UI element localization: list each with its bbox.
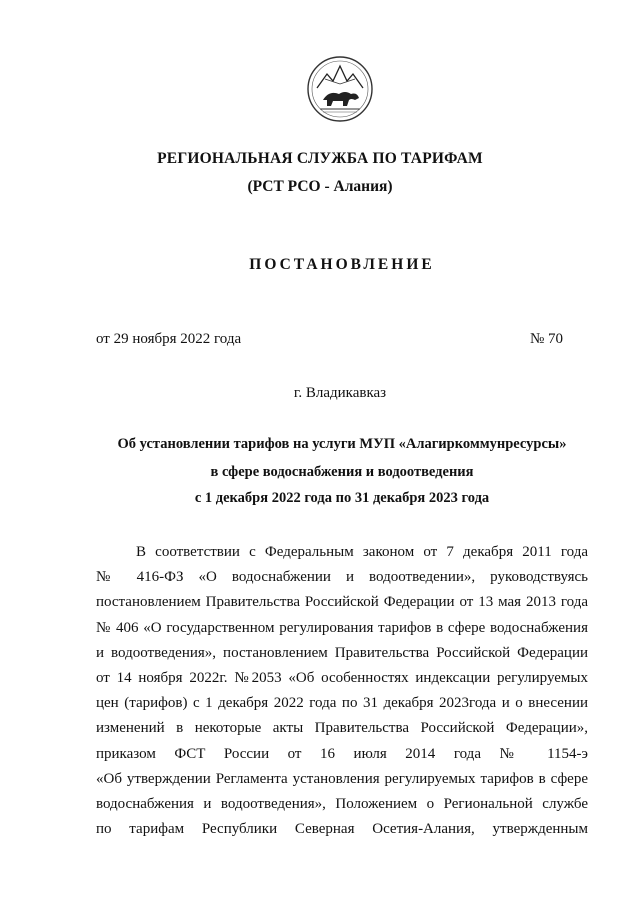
body-line: № 406 «О государственном регулирования тарифов в сфере водоснабжения xyxy=(96,619,588,636)
document-body xyxy=(96,540,588,842)
body-line: приказом ФСТ России от 16 июля 2014 года № 1154-э xyxy=(96,745,588,762)
org-name: РЕГИОНАЛЬНАЯ СЛУЖБА ПО ТАРИФАМ xyxy=(157,150,483,167)
coat-of-arms-icon xyxy=(305,54,375,124)
body-line: изменений в некоторые акты Правительства Российской Федерации», xyxy=(96,720,588,737)
body-line: по тарифам Республики Северная Осетия-Алания, утвержденным xyxy=(96,821,588,838)
body-line: цен (тарифов) с 1 декабря 2022 года по 31 декабря 2023года и о внесении xyxy=(96,695,588,712)
document-type: ПОСТАНОВЛЕНИЕ xyxy=(249,256,435,273)
body-line: № 416-ФЗ «О водоснабжении и водоотведении», руководствуясь xyxy=(96,569,588,586)
document-number: № 70 xyxy=(530,331,564,347)
body-line: В соответствии с Федеральным законом от 7 декабря 2011 года xyxy=(136,544,588,560)
document-title-line-1: Об установлении тарифов на услуги МУП «Алагиркоммунресурсы» xyxy=(117,436,567,452)
body-line: «Об утверждении Регламента установления регулируемых тарифов в сфере xyxy=(96,770,588,787)
document-title-line-2: в сфере водоснабжения и водоотведения xyxy=(210,464,474,480)
body-line: постановлением Правительства Российской Федерации от 13 мая 2013 года xyxy=(96,594,588,611)
document-date: от 29 ноября 2022 года xyxy=(96,331,242,347)
body-line: водоснабжения и водоотведения», Положением о Региональной службе xyxy=(96,796,588,813)
document-title-line-3: с 1 декабря 2022 года по 31 декабря 2023 года xyxy=(194,490,490,506)
body-line: и водоотведения», постановлением Правительства Российской Федерации xyxy=(96,644,588,661)
document-city: г. Владикавказ xyxy=(293,385,387,401)
org-short-name: (РСТ РСО - Алания) xyxy=(247,178,393,195)
body-line: от 14 ноября 2022г. №2053 «Об особенностях индексации регулируемых xyxy=(96,670,588,687)
